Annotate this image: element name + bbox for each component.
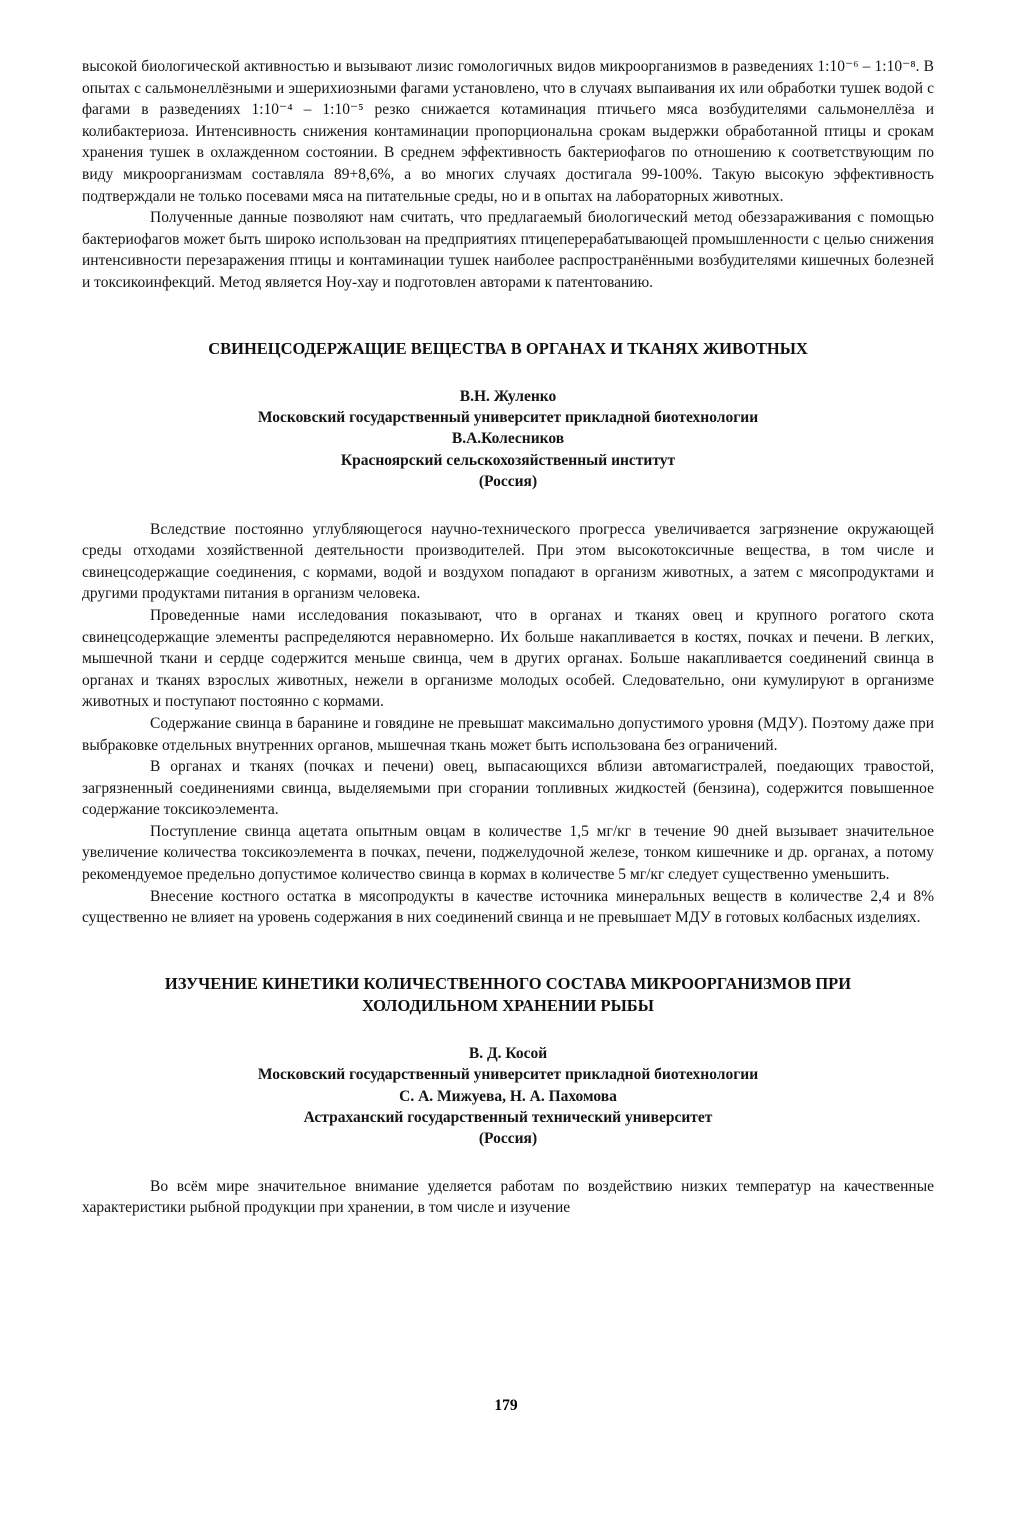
section2-title (82, 973, 934, 1017)
section1-authors (82, 386, 934, 493)
section1-affiliation-2: Красноярский сельскохозяйственный институт (340, 451, 676, 469)
section1-paragraph-5: Поступление свинца ацетата опытным овцам в количестве 1,5 мг/кг в течение 90 дней вызывает значительное увеличение количества токсикоэлемента в почках, печени, поджелудочной железе, тонком кишечнике и др. органах, а потому рекомендуемое предельно допустимое количество свинца в кормах в количестве 5 мг/кг следует существенно уменьшить. (82, 822, 934, 884)
section1-paragraph-6: Внесение костного остатка в мясопродукты в качестве источника минеральных веществ в количестве 2,4 и 8% существенно не влияет на уровень содержания в них соединений свинца и не превышает МДУ в готовых колбасных изделиях. (82, 887, 934, 927)
section2-title-line-1: ИЗУЧЕНИЕ КИНЕТИКИ КОЛИЧЕСТВЕННОГО СОСТАВА МИКРООРГАНИЗМОВ ПРИ (164, 973, 852, 993)
section2-title-line-2: ХОЛОДИЛЬНОМ ХРАНЕНИИ РЫБЫ (362, 995, 654, 1015)
section1-author-2: В.А.Колесников (451, 430, 565, 448)
section2-body (82, 1176, 934, 1219)
section1-paragraph-2: Проведенные нами исследования показывают, что в органах и тканях овец и крупного рогатого скота свинецсодержащие элементы распределяются неравномерно. Их больше накапливается в костях, почках и печени. В легких, мышечной ткани и сердце содержится меньше свинца, чем в других органах. Больше накапливается соединений свинца в органах и тканях взрослых животных, нежели в организме молодых особей. Следовательно, они кумулируют в организме животных и поступают постоянно с кормами. (82, 606, 934, 711)
section1-author-1: В.Н. Жуленко (459, 387, 557, 405)
page-content (82, 56, 934, 1219)
intro-paragraph-2: Полученные данные позволяют нам считать, что предлагаемый биологический метод обеззараживания с помощью бактериофагов может быть широко использован на предприятиях птицеперерабатывающей промышленности с целью снижения интенсивности перезаражения птицы и контаминации тушек наиболее распространёнными возбудителями кишечных болезней и токсикоинфекций. Метод является Ноу-хау и подготовлен авторами к патентованию. (82, 209, 934, 291)
section1-body (82, 519, 934, 929)
section2-author-1: В. Д. Косой (468, 1044, 548, 1062)
section2-affiliation-2: Астраханский государственный технический университет (303, 1109, 713, 1127)
intro-paragraph-1: высокой биологической активностью и вызывают лизис гомологичных видов микроорганизмов в разведениях 1:10⁻⁶ – 1:10⁻⁸. В опытах с сальмонеллёзными и эшерихиозными фагами установлено, что в случаях выпаивания их или обработки тушек водой с фагами в разведениях 1:10⁻⁴ – 1:10⁻⁵ резко снижается котаминация птичьего мяса возбудителями сальмонеллёза и колибактериоза. Интенсивность снижения контаминации пропорциональна срокам выдержки обработанной птицы и срокам хранения тушек в охлажденном состоянии. В среднем эффективность бактериофагов по отношению к соответствующим по виду микроорганизмам составляла 89+8,6%, а во многих случаях достигала 99-100%. Такую высокую эффективность подтверждали не только посевами мяса на питательные среды, но и в опытах на лабораторных животных. (82, 58, 934, 205)
section2-affiliation-1: Московский государственный университет прикладной биотехнологии (257, 1066, 759, 1084)
section1-paragraph-1: Вследствие постоянно углубляющегося научно-технического прогресса увеличивается загрязнение окружающей среды отходами хозяйственной деятельности производителей. При этом высокотоксичные вещества, в том числе и свинецсодержащие соединения, с кормами, водой и воздухом попадают в организм животных, а затем с мясопродуктами и другими продуктами питания в организм человека. (82, 520, 934, 603)
section2-authors (82, 1043, 934, 1150)
section2-author-2: С. А. Мижуева, Н. А. Пахомова (399, 1087, 617, 1105)
section2-country: (Россия) (478, 1130, 538, 1148)
section1-paragraph-4: В органах и тканях (почках и печени) овец, выпасающихся вблизи автомагистралей, поедающих травостой, загрязненный соединениями свинца, выделяемыми при сгорании топливных жидкостей (бензина), содержится повышенное содержание токсикоэлемента. (82, 758, 934, 819)
section1-paragraph-3: Содержание свинца в баранине и говядине не превышат максимально допустимого уровня (МДУ). Поэтому даже при выбраковке отдельных внутренних органов, мышечная ткань может быть использована без ограничений. (82, 714, 934, 754)
section1-affiliation-1: Московский государственный университет прикладной биотехнологии (257, 408, 759, 426)
section1-country: (Россия) (478, 473, 538, 491)
section2-paragraph-1: Во всём мире значительное внимание уделяется работам по воздействию низких температур на качественные характеристики рыбной продукции при хранении, в том числе и изучение (82, 1177, 934, 1217)
section1-title: СВИНЕЦСОДЕРЖАЩИЕ ВЕЩЕСТВА В ОРГАНАХ И ТКАНЯХ ЖИВОТНЫХ (208, 338, 808, 358)
page-number: 179 (494, 1397, 518, 1414)
